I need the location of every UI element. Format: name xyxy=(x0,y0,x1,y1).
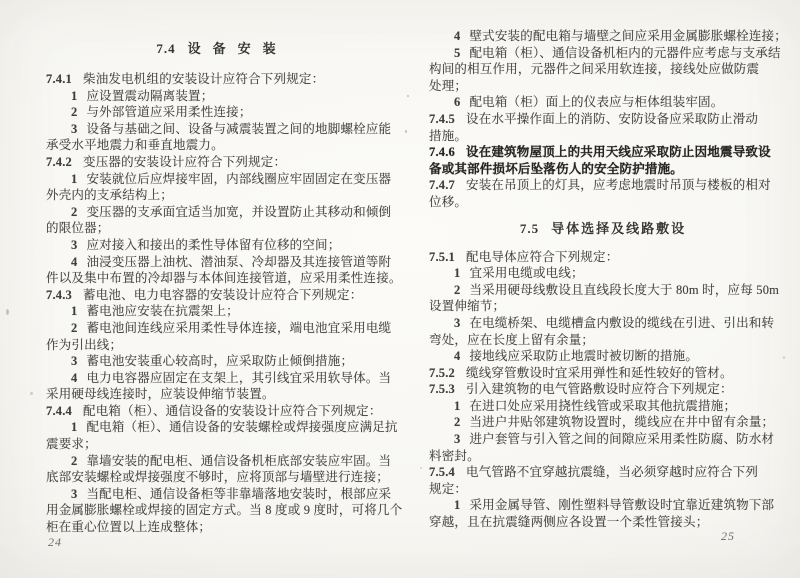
clause-number: 7.5.4 xyxy=(429,465,455,480)
clause-line xyxy=(429,111,777,128)
item-line xyxy=(429,414,777,431)
line-text: 蓄电池应安装在抗震架上； xyxy=(86,304,239,319)
line-text: 处理； xyxy=(429,78,468,93)
item-number: 1 xyxy=(454,398,461,413)
continuation-line xyxy=(429,194,777,211)
item-number: 3 xyxy=(454,315,461,330)
item-number: 1 xyxy=(71,88,78,103)
scan-speck xyxy=(783,356,785,359)
line-text: 应设置震动隔离装置； xyxy=(86,88,214,103)
clause-line xyxy=(429,177,777,194)
line-text: 在进口处应采用挠性线管或采取其他抗震措施； xyxy=(469,398,737,413)
line-text: 电气管路不宜穿越抗震缝，当必须穿越时应符合下列 xyxy=(466,465,759,480)
continuation-line xyxy=(46,469,398,486)
line-text: 变压器的支承面宜适当加宽，并设置防止其移动和倾倒 xyxy=(86,204,392,219)
item-line xyxy=(46,320,398,337)
item-number: 1 xyxy=(454,498,461,513)
clause-number: 7.4.5 xyxy=(429,111,455,126)
item-line xyxy=(429,315,777,332)
item-line xyxy=(46,254,398,271)
scan-speck xyxy=(420,467,422,469)
clause-line xyxy=(429,464,777,481)
item-line xyxy=(429,348,777,365)
clause-number: 7.4.6 xyxy=(429,145,455,160)
section-title: 设备安装 xyxy=(187,41,288,56)
item-line xyxy=(429,282,780,299)
section-heading xyxy=(46,40,398,58)
line-text: 应对接入和接出的柔性导体留有位移的空间； xyxy=(86,237,341,252)
page-number: 25 xyxy=(721,529,735,543)
clause-number: 7.4.3 xyxy=(46,287,72,302)
clause-line xyxy=(429,144,777,161)
line-text: 设在水平操作面上的消防、安防设备应采取防止滑动 xyxy=(466,111,759,126)
clause-number: 7.4.2 xyxy=(46,154,72,169)
line-text: 宜采用电缆或电线； xyxy=(469,266,584,281)
clause-line xyxy=(46,71,398,88)
line-text: 进户套管与引入管之间的间隙应采用柔性防腐、防水材 xyxy=(469,432,775,447)
clause-number: 7.5.1 xyxy=(429,249,455,264)
line-text: 安装在吊顶上的灯具，应考虑地震时吊顶与楼板的相对 xyxy=(466,178,771,193)
line-text: 的限位器； xyxy=(46,221,110,236)
line-text: 位移。 xyxy=(429,194,468,209)
item-line xyxy=(46,204,398,221)
line-text: 电力电容器应固定在支架上，其引线宜采用软导体。当 xyxy=(86,370,392,385)
item-line xyxy=(46,237,398,254)
line-text: 靠墙安装的配电柜、通信设备机柜底部安装应牢固。当 xyxy=(86,453,392,468)
section-heading xyxy=(429,220,777,238)
item-line xyxy=(46,453,398,470)
continuation-line xyxy=(429,161,777,178)
continuation-line xyxy=(46,187,398,204)
line-text: 备或其部件损坏后坠落伤人的安全防护措施。 xyxy=(429,161,684,176)
section-title: 导体选择及线路敷设 xyxy=(551,220,687,236)
line-text: 设在建筑物屋顶上的共用天线应采取防止因地震导致设 xyxy=(466,145,771,160)
line-text: 设置伸缩节； xyxy=(429,299,506,314)
item-line xyxy=(429,398,777,415)
item-number: 4 xyxy=(454,349,461,364)
scan-speck xyxy=(30,392,33,395)
item-line xyxy=(46,104,398,121)
section-number: 7.4 xyxy=(156,41,176,56)
line-text: 外壳内的支承结构上； xyxy=(46,188,174,203)
item-line xyxy=(46,88,398,105)
continuation-line xyxy=(429,61,777,78)
scan-speck xyxy=(407,95,409,97)
continuation-line xyxy=(429,332,777,349)
line-text: 震要求； xyxy=(46,437,97,452)
item-number: 2 xyxy=(71,204,78,219)
line-text: 壁式安装的配电箱与墙壁之间应采用金属膨胀螺栓连接； xyxy=(469,29,787,43)
item-number: 3 xyxy=(71,121,78,136)
item-number: 2 xyxy=(71,320,78,335)
item-line xyxy=(46,486,398,503)
item-line xyxy=(429,45,781,62)
item-number: 2 xyxy=(454,282,461,297)
line-text: 蓄电池间连线应采用柔性导体连接，端电池宜采用电缆 xyxy=(86,320,392,335)
item-number: 2 xyxy=(71,105,78,120)
scan-speck xyxy=(6,309,9,315)
line-text: 件以及集中布置的冷却器与本体间连接管道，应采用柔性连接。 xyxy=(46,271,402,286)
continuation-line xyxy=(46,337,398,354)
continuation-line xyxy=(429,298,777,315)
line-text: 构间的相互作用，元器件之间采用软连接，接线处应做防震 xyxy=(429,62,760,77)
line-text: 用金属膨胀螺栓或焊接的固定方式。当 8 度或 9 度时，可将几个 xyxy=(46,503,403,518)
item-line xyxy=(46,303,398,320)
clause-line xyxy=(429,381,777,398)
continuation-line xyxy=(46,436,398,453)
continuation-line xyxy=(46,519,398,536)
continuation-line xyxy=(46,502,403,519)
line-text: 与外部管道应采用柔性连接； xyxy=(86,105,252,120)
line-text: 配电箱（柜）、通信设备机柜内的元器件应考虑与支承结 xyxy=(469,45,781,60)
item-number: 4 xyxy=(454,29,461,43)
page-number: 24 xyxy=(48,535,62,549)
continuation-line xyxy=(429,78,777,95)
right-page xyxy=(429,0,787,531)
line-text: 弯处，应在长度上留有余量； xyxy=(429,332,595,347)
item-number: 3 xyxy=(71,486,78,501)
item-number: 2 xyxy=(454,415,461,430)
item-number: 3 xyxy=(71,354,78,369)
item-line xyxy=(46,370,398,387)
line-text: 当进户井贴邻建筑物设置时，缆线应在井中留有余量； xyxy=(469,415,775,430)
continuation-line xyxy=(429,128,777,145)
item-number: 1 xyxy=(71,420,78,435)
item-line xyxy=(429,265,777,282)
line-text: 配电箱（柜）、通信设备的安装设计应符合下列规定： xyxy=(83,403,382,418)
line-text: 当采用硬母线敷设且直线段长度大于 80m 时，应每 50m xyxy=(469,282,780,297)
section-number: 7.5 xyxy=(519,220,540,236)
line-text: 采用金属导管、刚性塑料导管敷设时宜靠近建筑物下部 xyxy=(469,498,775,513)
item-number: 2 xyxy=(71,453,78,468)
item-line xyxy=(429,94,777,111)
item-number: 1 xyxy=(71,304,78,319)
item-number: 4 xyxy=(71,254,78,269)
line-text: 料密封。 xyxy=(429,448,480,463)
continuation-line xyxy=(46,220,398,237)
line-text: 引入建筑物的电气管路敷设时应符合下列规定： xyxy=(466,382,733,397)
line-text: 在电缆桥架、电缆槽盒内敷设的缆线在引进、引出和转 xyxy=(469,315,775,330)
line-text: 接地线应采取防止地震时被切断的措施。 xyxy=(469,349,699,364)
clause-number: 7.5.3 xyxy=(429,382,455,397)
continuation-line xyxy=(429,481,777,498)
clause-line xyxy=(46,403,398,420)
continuation-line xyxy=(46,270,402,287)
clause-line xyxy=(46,287,398,304)
item-number: 1 xyxy=(454,266,461,281)
clause-line xyxy=(46,154,398,171)
clause-line xyxy=(429,365,777,382)
clause-number: 7.4.4 xyxy=(46,403,72,418)
line-text: 当配电柜、通信设备柜等非靠墙落地安装时，根部应采 xyxy=(86,486,392,501)
continuation-line xyxy=(429,448,777,465)
line-text: 蓄电池安装重心较高时，应采取防止倾倒措施； xyxy=(86,354,354,369)
left-page xyxy=(46,0,403,536)
line-text: 配电箱（柜）、通信设备的安装螺栓或焊接强度应满足抗 xyxy=(86,420,398,435)
line-text: 措施。 xyxy=(429,128,468,143)
continuation-line xyxy=(46,137,398,154)
line-text: 规定： xyxy=(429,481,468,496)
clause-number: 7.4.7 xyxy=(429,178,455,193)
item-line xyxy=(46,353,398,370)
item-line xyxy=(46,419,398,436)
item-number: 3 xyxy=(454,432,461,447)
item-line xyxy=(429,431,777,448)
line-text: 柜在重心位置以上连成整体； xyxy=(46,520,212,535)
line-text: 设备与基础之间、设备与减震装置之间的地脚螺栓应能 xyxy=(86,121,392,136)
item-line xyxy=(46,171,398,188)
line-text: 底部安装螺栓或焊接强度不够时，应将顶部与墙壁进行连接； xyxy=(46,470,389,485)
clause-number: 7.5.2 xyxy=(429,365,455,380)
item-line xyxy=(429,497,777,514)
line-text: 缆线穿管敷设时宜采用弹性和延性较好的管材。 xyxy=(466,365,733,380)
item-number: 6 xyxy=(454,95,461,110)
line-text: 配电导体应符合下列规定： xyxy=(466,249,619,264)
line-text: 作为引出线； xyxy=(46,337,123,352)
item-line xyxy=(429,28,787,45)
item-number: 1 xyxy=(71,171,78,186)
continuation-line xyxy=(46,386,398,403)
clause-number: 7.4.1 xyxy=(46,72,72,86)
item-number: 5 xyxy=(454,45,461,60)
item-number: 3 xyxy=(71,237,78,252)
item-line xyxy=(46,121,398,138)
line-text: 柴油发电机组的安装设计应符合下列规定： xyxy=(83,72,325,86)
scan-speck xyxy=(405,130,407,133)
line-text: 安装就位后应焊接牢固，内部线圈应牢固固定在变压器 xyxy=(86,171,392,186)
line-text: 蓄电池、电力电容器的安装设计应符合下列规定： xyxy=(83,287,363,302)
line-text: 变压器的安装设计应符合下列规定： xyxy=(83,154,287,169)
line-text: 油浸变压器上油枕、潜油泵、冷却器及其连接管道等附 xyxy=(86,254,392,269)
line-text: 承受水平地震力和垂直地震力。 xyxy=(46,138,224,153)
line-text: 穿越，且在抗震缝两侧应各设置一个柔性管接头； xyxy=(429,515,709,530)
line-text: 配电箱（柜）面上的仪表应与柜体组装牢固。 xyxy=(469,95,724,110)
line-text: 采用硬母线连接时，应装设伸缩节装置。 xyxy=(46,387,275,402)
item-number: 4 xyxy=(71,370,78,385)
clause-line xyxy=(429,249,777,266)
